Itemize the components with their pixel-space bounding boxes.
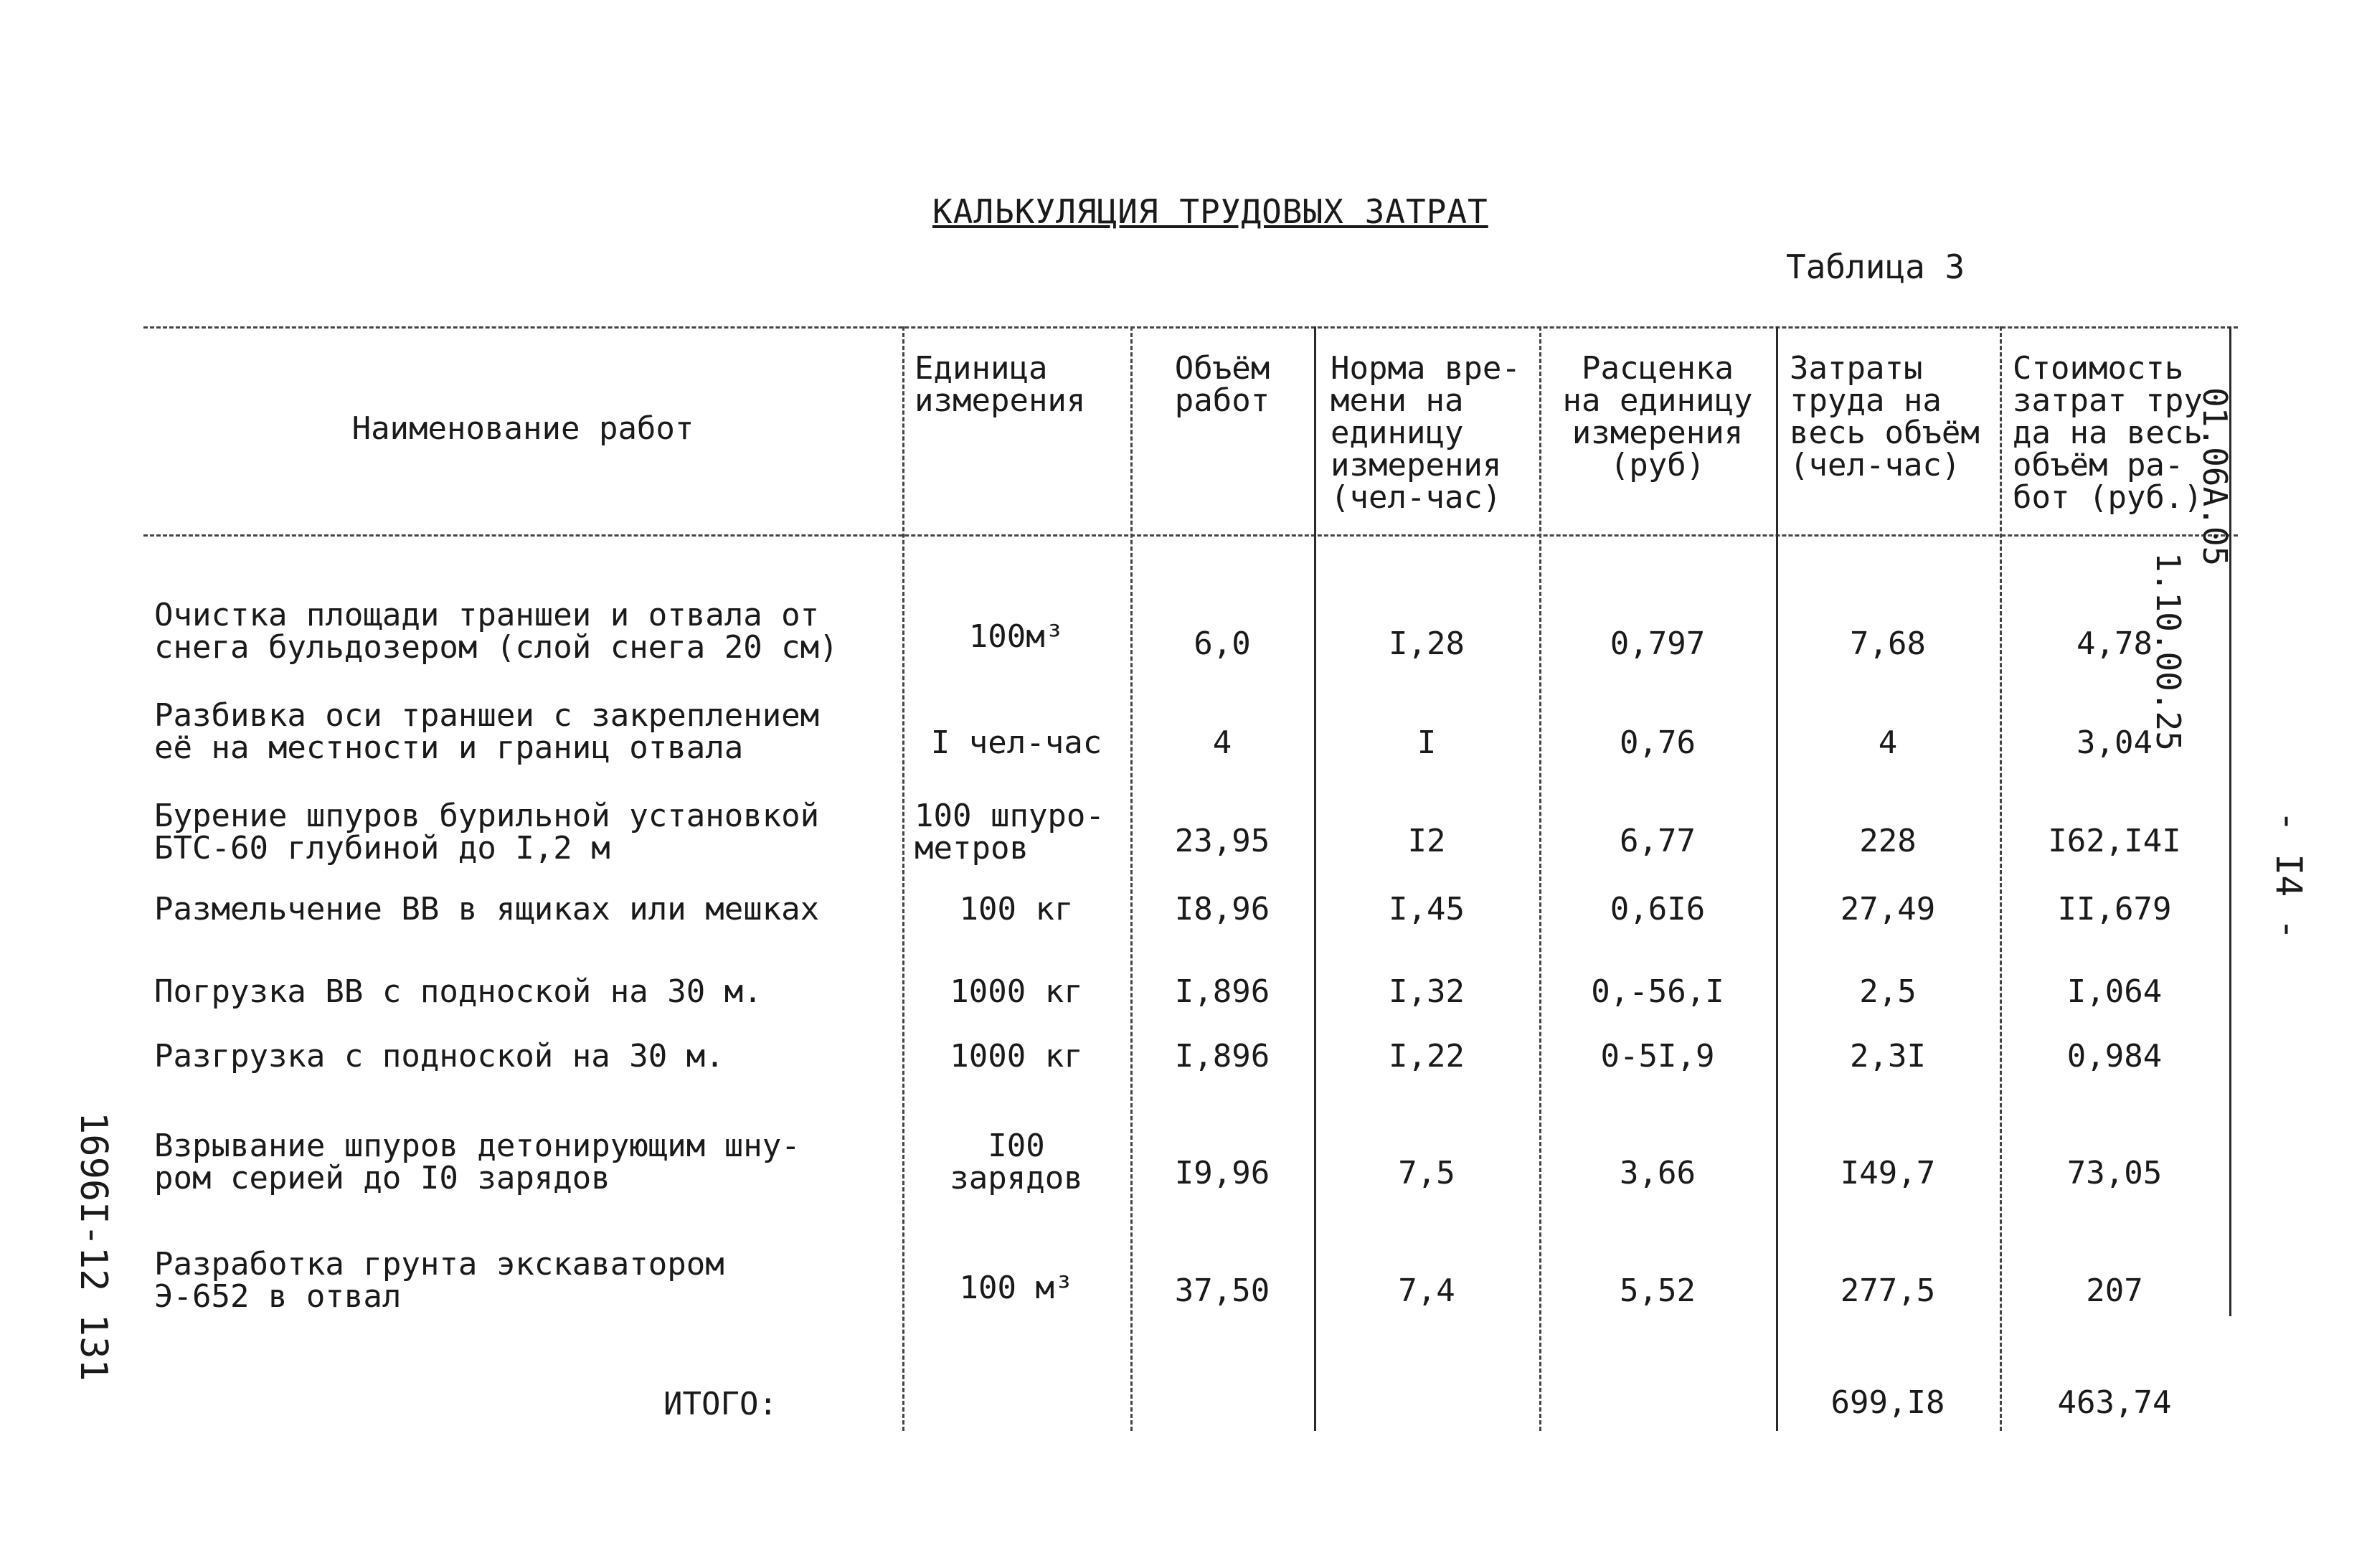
- row-8-unit: 100 м³: [959, 1270, 1074, 1306]
- row-4-rate: 0,6I6: [1610, 891, 1706, 927]
- row-5-unit: 1000 кг: [950, 973, 1083, 1010]
- row-7-volume: I9,96: [1174, 1155, 1270, 1191]
- header-bottom-rule: [143, 534, 2238, 537]
- row-7-name: Взрывание шпуров детонирующим шну- ром серией до I0 зарядов: [154, 1128, 800, 1196]
- col-divider-unit: [902, 326, 904, 1431]
- row-1-cost: 4,78: [2076, 625, 2153, 662]
- row-3-rate: 6,77: [1620, 823, 1696, 859]
- row-1-volume: 6,0: [1194, 625, 1251, 662]
- row-7-rate: 3,66: [1620, 1155, 1696, 1191]
- row-5-norm: I,32: [1389, 973, 1465, 1010]
- row-4-volume: I8,96: [1174, 891, 1270, 927]
- row-4-labor: 27,49: [1840, 891, 1936, 927]
- row-4-name: Размельчение ВВ в ящиках или мешках: [154, 891, 820, 927]
- row-3-norm: I2: [1407, 823, 1446, 859]
- left-margin-note: 1696I-12 131: [72, 1112, 115, 1382]
- row-6-rate: 0-5I,9: [1600, 1038, 1715, 1075]
- row-3-labor: 228: [1859, 823, 1917, 859]
- total-label: ИТОГО:: [663, 1386, 778, 1422]
- row-2-cost: 3,04: [2076, 724, 2153, 761]
- header-volume: Объём работ: [1174, 350, 1270, 419]
- col-divider-norm: [1314, 326, 1316, 1431]
- page-number: - I4 -: [2268, 811, 2310, 940]
- row-8-norm: 7,4: [1398, 1272, 1455, 1309]
- table-number: Таблица 3: [1786, 247, 1965, 286]
- row-5-rate: 0,-56,I: [1591, 973, 1724, 1010]
- row-2-unit: I чел-час: [930, 724, 1102, 761]
- total-cost: 463,74: [2057, 1384, 2172, 1421]
- row-5-name: Погрузка ВВ с подноской на 30 м.: [154, 973, 762, 1010]
- header-unit: Единица измерения: [915, 350, 1086, 419]
- row-2-name: Разбивка оси траншеи с закреплением её на местности и границ отвала: [154, 697, 820, 766]
- header-labor: Затраты труда на весь объём (чел-час): [1790, 350, 1980, 483]
- row-7-norm: 7,5: [1398, 1155, 1455, 1191]
- row-5-volume: I,896: [1174, 973, 1270, 1010]
- row-1-rate: 0,797: [1610, 625, 1706, 662]
- row-8-cost: 207: [2086, 1272, 2143, 1309]
- side-code: 01.06A.05: [2196, 387, 2234, 567]
- row-2-labor: 4: [1878, 724, 1898, 761]
- row-7-labor: I49,7: [1840, 1155, 1936, 1191]
- row-5-labor: 2,5: [1859, 973, 1917, 1010]
- row-7-cost: 73,05: [2066, 1155, 2163, 1191]
- row-3-unit: 100 шпуро- метров: [915, 798, 1105, 866]
- row-8-name: Разработка грунта экскаватором Э-652 в отвал: [154, 1246, 724, 1315]
- row-8-labor: 277,5: [1840, 1272, 1936, 1309]
- row-3-name: Бурение шпуров бурильной установкой БТС-60 глубиной до I,2 м: [154, 798, 820, 866]
- row-6-cost: 0,984: [2066, 1038, 2163, 1075]
- row-6-labor: 2,3I: [1850, 1038, 1926, 1075]
- row-6-volume: I,896: [1174, 1038, 1270, 1075]
- row-1-norm: I,28: [1389, 625, 1465, 662]
- header-cost: Стоимость затрат тру- да на весь объём ра- бот (руб.): [2013, 350, 2222, 516]
- header-rate: Расценка на единицу измерения (руб): [1562, 350, 1753, 483]
- header-top-rule: [143, 326, 2238, 329]
- row-4-norm: I,45: [1389, 891, 1465, 927]
- row-4-cost: II,679: [2057, 891, 2172, 927]
- row-3-volume: 23,95: [1174, 823, 1270, 859]
- page-title: КАЛЬКУЛЯЦИЯ ТРУДОВЫХ ЗАТРАТ: [932, 192, 1488, 231]
- row-1-labor: 7,68: [1850, 625, 1926, 662]
- row-2-norm: I: [1417, 724, 1437, 761]
- header-name: Наименование работ: [351, 410, 694, 447]
- row-1-name: Очистка площади траншеи и отвала от снега бульдозером (слой снега 20 см): [154, 597, 838, 666]
- header-norm: Норма вре- мени на единицу измерения (чел-час): [1331, 350, 1521, 516]
- row-2-rate: 0,76: [1620, 724, 1696, 761]
- row-4-unit: 100 кг: [959, 891, 1074, 927]
- col-divider-labor: [1776, 326, 1778, 1431]
- row-6-name: Разгрузка с подноской на 30 м.: [154, 1038, 724, 1075]
- row-5-cost: I,064: [2066, 973, 2163, 1010]
- col-divider-cost: [2000, 326, 2002, 1431]
- row-1-unit: 100м³: [968, 618, 1064, 655]
- row-6-norm: I,22: [1389, 1038, 1465, 1075]
- row-8-rate: 5,52: [1620, 1272, 1696, 1309]
- labor-cost-table: [143, 326, 2238, 1442]
- total-labor: 699,I8: [1830, 1384, 1945, 1421]
- row-2-volume: 4: [1212, 724, 1232, 761]
- col-divider-rate: [1539, 326, 1541, 1431]
- row-3-cost: I62,I4I: [2048, 823, 2181, 859]
- side-code-2: 1.10.00.25: [2149, 552, 2188, 751]
- row-7-unit: I00 зарядов: [950, 1128, 1083, 1196]
- row-8-volume: 37,50: [1174, 1272, 1270, 1309]
- col-divider-volume: [1130, 326, 1133, 1431]
- row-6-unit: 1000 кг: [950, 1038, 1083, 1075]
